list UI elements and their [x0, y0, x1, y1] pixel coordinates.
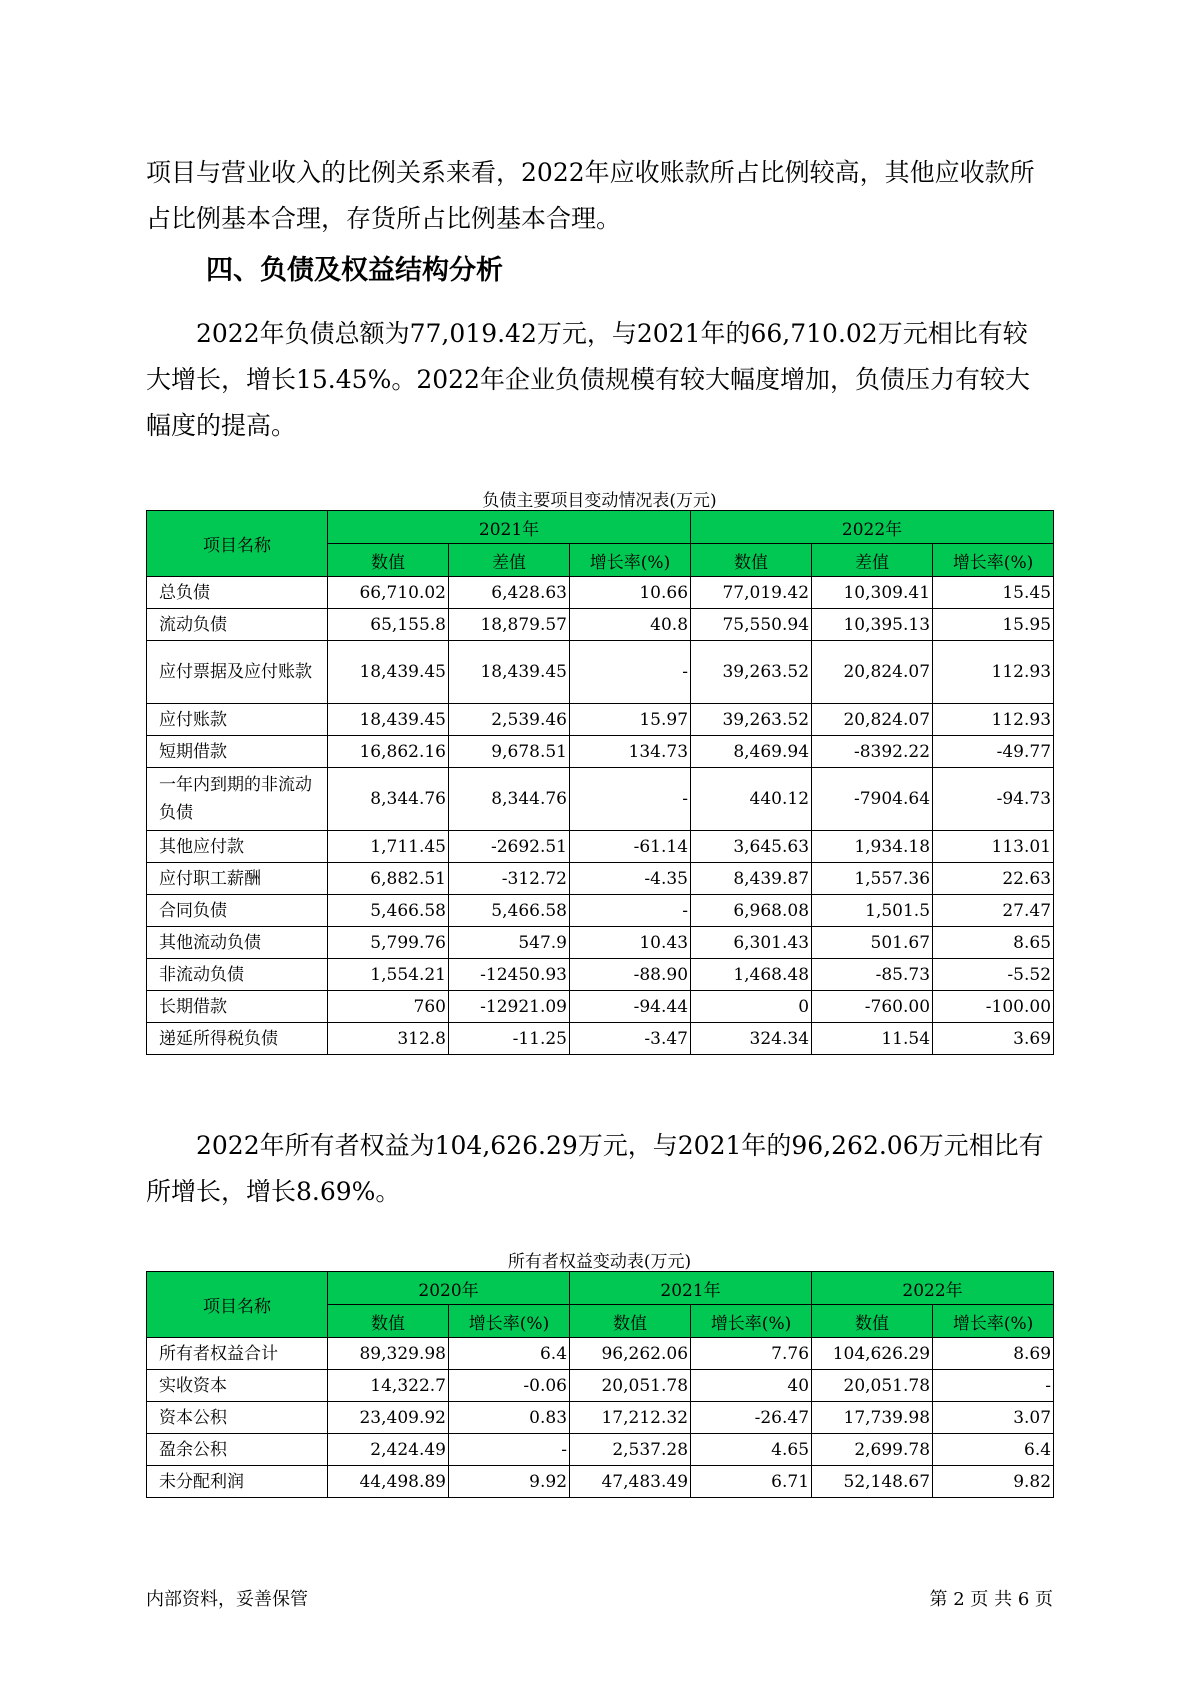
table-row	[147, 1023, 1054, 1055]
table-cell: 134.73	[570, 736, 691, 768]
table-cell: 39,263.52	[691, 704, 812, 736]
table-cell: 0.83	[449, 1402, 570, 1434]
table-cell: 8.69	[933, 1338, 1054, 1370]
table-cell: 23,409.92	[328, 1402, 449, 1434]
table-cell: 20,824.07	[812, 641, 933, 704]
table-cell: 760	[328, 991, 449, 1023]
liability-table-caption: 负债主要项目变动情况表(万元)	[482, 491, 717, 511]
table-cell: -760.00	[812, 991, 933, 1023]
table-cell: 1,934.18	[812, 831, 933, 863]
table-row	[147, 927, 1054, 959]
table-cell: 501.67	[812, 927, 933, 959]
table-cell: -49.77	[933, 736, 1054, 768]
table-cell: 65,155.8	[328, 609, 449, 641]
table-cell: 312.8	[328, 1023, 449, 1055]
column-header: 数值	[570, 1305, 691, 1338]
table-cell: 1,501.5	[812, 895, 933, 927]
table-cell: 10,395.13	[812, 609, 933, 641]
intro-paragraph: 项目与营业收入的比例关系来看，2022年应收账款所占比例较高，其他应收款所占比例基本合理，存货所占比例基本合理。	[146, 158, 1035, 233]
table-cell: -3.47	[570, 1023, 691, 1055]
row-label: 未分配利润	[147, 1466, 328, 1498]
row-label: 应付职工薪酬	[147, 863, 328, 895]
table-cell: 2,537.28	[570, 1434, 691, 1466]
row-label: 盈余公积	[147, 1434, 328, 1466]
column-header: 增长率(%)	[933, 544, 1054, 577]
table-cell: 7.76	[691, 1338, 812, 1370]
table-cell: 2,539.46	[449, 704, 570, 736]
table-cell: 47,483.49	[570, 1466, 691, 1498]
section-heading: 四、负债及权益结构分析	[206, 255, 503, 286]
table-cell: 18,439.45	[328, 704, 449, 736]
table-row	[147, 641, 1054, 704]
table-cell: 112.93	[933, 641, 1054, 704]
table-cell: 2,699.78	[812, 1434, 933, 1466]
column-header: 数值	[812, 1305, 933, 1338]
table-cell: -61.14	[570, 831, 691, 863]
table-cell: 6,968.08	[691, 895, 812, 927]
equity-table-caption: 所有者权益变动表(万元)	[507, 1252, 692, 1272]
table-cell: 18,879.57	[449, 609, 570, 641]
equity-paragraph: 2022年所有者权益为104,626.29万元，与2021年的96,262.06万元相比有所增长，增长8.69%。	[146, 1131, 1044, 1206]
table-row	[147, 768, 1054, 831]
table-cell: -	[570, 641, 691, 704]
row-label: 资本公积	[147, 1402, 328, 1434]
table-cell: 15.97	[570, 704, 691, 736]
table-cell: 3.69	[933, 1023, 1054, 1055]
table-row	[147, 609, 1054, 641]
table-cell: 20,051.78	[570, 1370, 691, 1402]
table-cell: 324.34	[691, 1023, 812, 1055]
table-cell: 52,148.67	[812, 1466, 933, 1498]
table-cell: 44,498.89	[328, 1466, 449, 1498]
table-row	[147, 895, 1054, 927]
table-cell: 113.01	[933, 831, 1054, 863]
table-cell: 104,626.29	[812, 1338, 933, 1370]
table-cell: 22.63	[933, 863, 1054, 895]
equity-table	[146, 1271, 1054, 1498]
table-cell: -94.73	[933, 768, 1054, 831]
table-cell: -	[449, 1434, 570, 1466]
table-cell: 40.8	[570, 609, 691, 641]
table-cell: -7904.64	[812, 768, 933, 831]
row-label: 流动负债	[147, 609, 328, 641]
table-cell: 1,711.45	[328, 831, 449, 863]
table-row	[147, 577, 1054, 609]
table-row	[147, 736, 1054, 768]
column-header: 数值	[328, 544, 449, 577]
table-cell: 3,645.63	[691, 831, 812, 863]
table-row	[147, 1434, 1054, 1466]
table-cell: -88.90	[570, 959, 691, 991]
table-cell: 10.66	[570, 577, 691, 609]
row-label: 所有者权益合计	[147, 1338, 328, 1370]
table-cell: 5,466.58	[449, 895, 570, 927]
table-cell: 96,262.06	[570, 1338, 691, 1370]
table-cell: -12450.93	[449, 959, 570, 991]
table-cell: 11.54	[812, 1023, 933, 1055]
column-header: 增长率(%)	[933, 1305, 1054, 1338]
table-cell: 15.95	[933, 609, 1054, 641]
table-row	[147, 863, 1054, 895]
table-cell: -	[570, 768, 691, 831]
table-cell: -	[933, 1370, 1054, 1402]
table-cell: 1,468.48	[691, 959, 812, 991]
table-row	[147, 1338, 1054, 1370]
table-cell: -0.06	[449, 1370, 570, 1402]
table-cell: 6,301.43	[691, 927, 812, 959]
table-cell: -8392.22	[812, 736, 933, 768]
row-label: 总负债	[147, 577, 328, 609]
table-cell: 17,212.32	[570, 1402, 691, 1434]
table-cell: -4.35	[570, 863, 691, 895]
table-cell: 547.9	[449, 927, 570, 959]
table-cell: 9.92	[449, 1466, 570, 1498]
table-cell: -5.52	[933, 959, 1054, 991]
table-cell: 5,466.58	[328, 895, 449, 927]
row-label: 合同负债	[147, 895, 328, 927]
footer-confidential-note: 内部资料，妥善保管	[146, 1589, 308, 1610]
table-cell: 14,322.7	[328, 1370, 449, 1402]
row-label: 其他应付款	[147, 831, 328, 863]
table-row	[147, 991, 1054, 1023]
column-header: 差值	[449, 544, 570, 577]
table-cell: 8,469.94	[691, 736, 812, 768]
table-cell: -12921.09	[449, 991, 570, 1023]
column-header: 增长率(%)	[691, 1305, 812, 1338]
table-cell: 6,428.63	[449, 577, 570, 609]
footer-page-number: 第 2 页 共 6 页	[929, 1589, 1053, 1610]
table-cell: 66,710.02	[328, 577, 449, 609]
table-cell: -85.73	[812, 959, 933, 991]
table-cell: 1,557.36	[812, 863, 933, 895]
table-cell: 2,424.49	[328, 1434, 449, 1466]
table-cell: 112.93	[933, 704, 1054, 736]
liability-paragraph: 2022年负债总额为77,019.42万元，与2021年的66,710.02万元相比有较大增长，增长15.45%。2022年企业负债规模有较大幅度增加，负债压力有较大幅度的提高。	[146, 319, 1030, 440]
table-cell: 5,799.76	[328, 927, 449, 959]
liability-table	[146, 510, 1054, 1055]
row-label: 短期借款	[147, 736, 328, 768]
column-header: 增长率(%)	[570, 544, 691, 577]
table-cell: -11.25	[449, 1023, 570, 1055]
table-row	[147, 1402, 1054, 1434]
table-cell: 0	[691, 991, 812, 1023]
item-name-header: 项目名称	[147, 1272, 328, 1338]
table-cell: 6.71	[691, 1466, 812, 1498]
table-cell: 40	[691, 1370, 812, 1402]
year-header: 2022年	[691, 511, 1054, 544]
table-cell: 6.4	[449, 1338, 570, 1370]
table-row	[147, 1466, 1054, 1498]
table-cell: 4.65	[691, 1434, 812, 1466]
column-header: 数值	[691, 544, 812, 577]
table-cell: 20,824.07	[812, 704, 933, 736]
table-cell: 15.45	[933, 577, 1054, 609]
row-label: 一年内到期的非流动负债	[147, 768, 328, 831]
table-cell: 89,329.98	[328, 1338, 449, 1370]
table-cell: 3.07	[933, 1402, 1054, 1434]
table-cell: 18,439.45	[449, 641, 570, 704]
table-cell: -2692.51	[449, 831, 570, 863]
table-cell: 9.82	[933, 1466, 1054, 1498]
table-cell: 8.65	[933, 927, 1054, 959]
row-label: 长期借款	[147, 991, 328, 1023]
table-row	[147, 959, 1054, 991]
year-header: 2021年	[328, 511, 691, 544]
row-label: 其他流动负债	[147, 927, 328, 959]
row-label: 实收资本	[147, 1370, 328, 1402]
table-cell: 10,309.41	[812, 577, 933, 609]
table-cell: 6.4	[933, 1434, 1054, 1466]
table-row	[147, 704, 1054, 736]
table-cell: 6,882.51	[328, 863, 449, 895]
year-header: 2021年	[570, 1272, 812, 1305]
row-label: 递延所得税负债	[147, 1023, 328, 1055]
table-cell: 18,439.45	[328, 641, 449, 704]
item-name-header: 项目名称	[147, 511, 328, 577]
table-cell: 8,344.76	[328, 768, 449, 831]
table-cell: 39,263.52	[691, 641, 812, 704]
table-row	[147, 831, 1054, 863]
row-label: 应付账款	[147, 704, 328, 736]
column-header: 差值	[812, 544, 933, 577]
column-header: 增长率(%)	[449, 1305, 570, 1338]
table-cell: 17,739.98	[812, 1402, 933, 1434]
row-label: 应付票据及应付账款	[147, 641, 328, 704]
year-header: 2022年	[812, 1272, 1054, 1305]
table-cell: 16,862.16	[328, 736, 449, 768]
table-cell: 9,678.51	[449, 736, 570, 768]
table-cell: 20,051.78	[812, 1370, 933, 1402]
table-cell: 8,344.76	[449, 768, 570, 831]
table-cell: -312.72	[449, 863, 570, 895]
table-row	[147, 1370, 1054, 1402]
table-cell: -100.00	[933, 991, 1054, 1023]
row-label: 非流动负债	[147, 959, 328, 991]
year-header: 2020年	[328, 1272, 570, 1305]
table-cell: 27.47	[933, 895, 1054, 927]
table-cell: 75,550.94	[691, 609, 812, 641]
table-cell: 440.12	[691, 768, 812, 831]
table-cell: 1,554.21	[328, 959, 449, 991]
table-cell: -26.47	[691, 1402, 812, 1434]
table-cell: 77,019.42	[691, 577, 812, 609]
column-header: 数值	[328, 1305, 449, 1338]
table-cell: -	[570, 895, 691, 927]
table-cell: 8,439.87	[691, 863, 812, 895]
table-cell: -94.44	[570, 991, 691, 1023]
table-cell: 10.43	[570, 927, 691, 959]
